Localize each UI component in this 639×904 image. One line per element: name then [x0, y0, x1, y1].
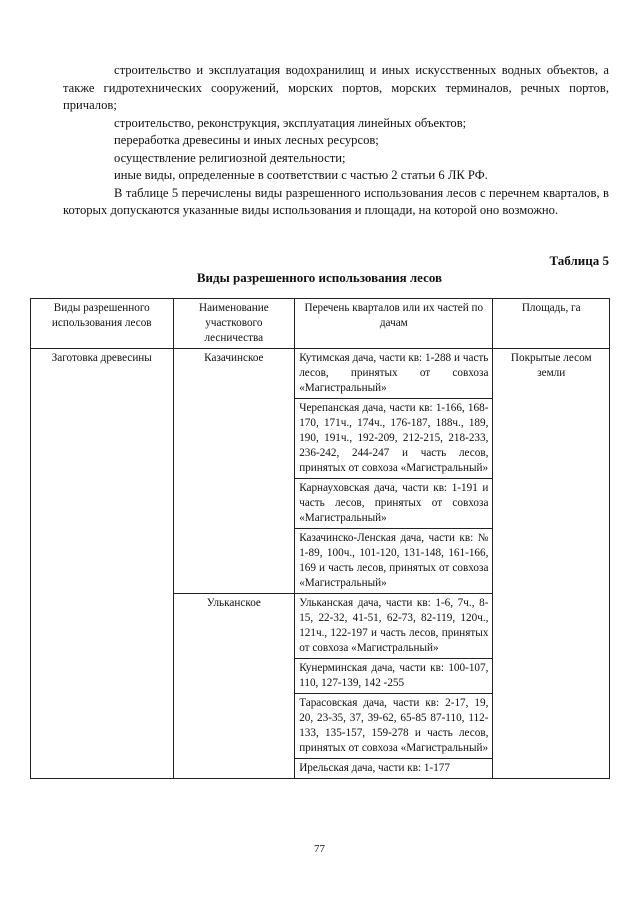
- forest-use-table: [30, 298, 610, 779]
- table-caption: Таблица 5: [549, 253, 609, 268]
- cell-dacha: Карнауховская дача, части кв: 1-191 и часть лесов, принятых от совхоза «Магистральный»: [295, 479, 493, 529]
- paragraph: строительство и эксплуатация водохранилищ и иных искусственных водных объектов, а также гидротехнических сооружений, морских портов, морских терминалов, речных портов, причалов;: [63, 63, 609, 112]
- header-quarters: Перечень кварталов или их частей по дачам: [295, 299, 493, 349]
- body-text: [63, 62, 609, 220]
- cell-forestry: Казачинское: [173, 349, 295, 594]
- cell-dacha: Кунерминская дача, части кв: 100-107, 110, 127-139, 142 -255: [295, 659, 493, 694]
- page-number: 77: [314, 843, 325, 855]
- table-header-row: [31, 299, 610, 349]
- cell-dacha: Ульканская дача, части кв: 1-6, 7ч., 8-15, 22-32, 41-51, 62-73, 82-119, 120ч., 121ч., 122-197 и часть лесов, принятых от совхоза «Магистральный»: [295, 594, 493, 659]
- paragraph: переработка древесины и иных лесных ресурсов;: [114, 133, 379, 147]
- paragraph: строительство, реконструкция, эксплуатация линейных объектов;: [114, 115, 467, 130]
- cell-forestry: Ульканское: [173, 594, 295, 779]
- header-area: Площадь, га: [493, 299, 610, 349]
- header-forestry: Наименование участкового лесничества: [173, 299, 295, 349]
- table-title: Виды разрешенного использования лесов: [196, 270, 443, 285]
- header-use-type: Виды разрешенного использования лесов: [31, 299, 174, 349]
- table-row: [31, 349, 610, 399]
- cell-area: Покрытые лесом земли: [493, 349, 610, 779]
- cell-dacha: Тарасовская дача, части кв: 2-17, 19, 20, 23-35, 37, 39-62, 65-85 87-110, 112-133, 135-157, 159-278 и часть лесов, принятых от совхоза «Магистральный»: [295, 694, 493, 759]
- cell-use-type: Заготовка древесины: [31, 349, 174, 779]
- paragraph: иные виды, определенные в соответствии с частью 2 статьи 6 ЛК РФ.: [114, 168, 488, 182]
- paragraph: осуществление религиозной деятельности;: [114, 150, 346, 165]
- paragraph: В таблице 5 перечислены виды разрешенного использования лесов с перечнем кварталов, в которых допускаются указанные виды использования и площади, на которой оно возможно.: [63, 185, 609, 217]
- cell-dacha: Ирельская дача, части кв: 1-177: [295, 759, 493, 779]
- cell-dacha: Кутимская дача, части кв: 1-288 и часть лесов, принятых от совхоза «Магистральный»: [295, 349, 493, 399]
- cell-dacha: Черепанская дача, части кв: 1-166, 168-170, 171ч., 174ч., 176-187, 188ч., 189, 190, 191ч., 192-209, 212-215, 218-233, 236-242, 244-247 и часть лесов, принятых от совхоза «Магистральный»: [295, 399, 493, 479]
- cell-dacha: Казачинско-Ленская дача, части кв: № 1-89, 100ч., 101-120, 131-148, 161-166, 169 и часть лесов, принятых от совхоза «Магистральный»: [295, 529, 493, 594]
